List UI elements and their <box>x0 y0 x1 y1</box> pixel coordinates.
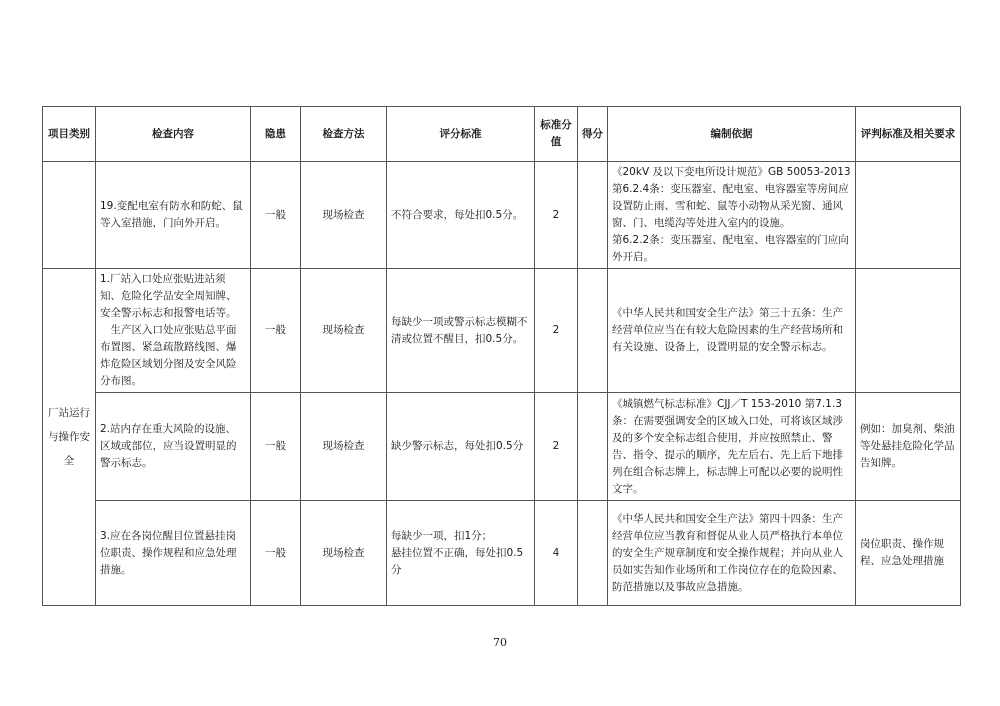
score-cell: 2 <box>535 393 578 501</box>
criteria-cell: 缺少警示标志，每处扣0.5分 <box>387 393 535 501</box>
judge-cell <box>856 162 961 269</box>
header-method: 检查方法 <box>301 107 387 162</box>
judge-cell: 岗位职责、操作规程、应急处理措施 <box>856 501 961 606</box>
score-cell: 2 <box>535 269 578 393</box>
criteria-cell: 每缺少一项或警示标志模糊不清或位置不醒目，扣0.5分。 <box>387 269 535 393</box>
hazard-cell: 一般 <box>251 393 301 501</box>
content-paragraph: 1.厂站入口处应张贴进站须知、危险化学品安全周知牌、安全警示标志和报警电话等。 <box>100 273 237 319</box>
basis-cell: 《中华人民共和国安全生产法》第三十五条：生产经营单位应当在有较大危险因素的生产经营场所和有关设施、设备上，设置明显的安全警示标志。 <box>608 269 856 393</box>
method-cell: 现场检查 <box>301 501 387 606</box>
hazard-cell: 一般 <box>251 501 301 606</box>
inspection-table <box>42 106 961 606</box>
basis-paragraph: 《20kV 及以下变电所设计规范》GB 50053-2013 第6.2.4条：变压器室、配电室、电容器室等房间应设置防止雨、雪和蛇、鼠等小动物从采光窗、通风窗、门、电缆沟等处进入室内的设施。 <box>612 166 851 229</box>
criteria-paragraph: 悬挂位置不正确，每处扣0.5分 <box>391 546 524 576</box>
content-cell: 3.应在各岗位醒目位置悬挂岗位职责、操作规程和应急处理措施。 <box>96 501 251 606</box>
table-row <box>43 393 961 501</box>
header-judge: 评判标准及相关要求 <box>856 107 961 162</box>
category-group-cell: 厂站运行与操作安全 <box>43 269 96 606</box>
judge-cell <box>856 269 961 393</box>
hazard-cell: 一般 <box>251 162 301 269</box>
method-cell: 现场检查 <box>301 162 387 269</box>
table-row <box>43 162 961 269</box>
criteria-paragraph: 每缺少一项，扣1分； <box>391 529 493 542</box>
basis-cell <box>608 162 856 269</box>
header-row <box>43 107 961 162</box>
hazard-cell: 一般 <box>251 269 301 393</box>
got-cell <box>578 393 608 501</box>
score-cell: 2 <box>535 162 578 269</box>
got-cell <box>578 162 608 269</box>
basis-paragraph: 第6.2.2条：变压器室、配电室、电容器室的门应向外开启。 <box>612 234 849 263</box>
header-content: 检查内容 <box>96 107 251 162</box>
header-basis: 编制依据 <box>608 107 856 162</box>
content-cell: 2.站内存在重大风险的设施、区域或部位，应当设置明显的警示标志。 <box>96 393 251 501</box>
category-cell <box>43 162 96 269</box>
header-criteria: 评分标准 <box>387 107 535 162</box>
table-row <box>43 269 961 393</box>
got-cell <box>578 501 608 606</box>
score-cell: 4 <box>535 501 578 606</box>
table-row <box>43 501 961 606</box>
header-got: 得分 <box>578 107 608 162</box>
page-number: 70 <box>493 636 507 649</box>
judge-cell: 例如：加臭剂、柴油等处悬挂危险化学品告知牌。 <box>856 393 961 501</box>
header-score: 标准分值 <box>535 107 578 162</box>
content-cell: 19.变配电室有防水和防蛇、鼠等入室措施，门向外开启。 <box>96 162 251 269</box>
content-cell <box>96 269 251 393</box>
method-cell: 现场检查 <box>301 393 387 501</box>
header-hazard: 隐患 <box>251 107 301 162</box>
basis-cell: 《城镇燃气标志标准》CJJ／T 153-2010 第7.1.3条：在需要强调安全的区域入口处，可将该区域涉及的多个安全标志组合使用，并应按照禁止、警告、指令、提示的顺序，先左后右、先上后下地排列在组合标志牌上，标志牌上可配以必要的说明性文字。 <box>608 393 856 501</box>
method-cell: 现场检查 <box>301 269 387 393</box>
basis-cell: 《中华人民共和国安全生产法》第四十四条：生产经营单位应当教育和督促从业人员严格执行本单位的安全生产规章制度和安全操作规程；并向从业人员如实告知作业场所和工作岗位存在的危险因素、防范措施以及事故应急措施。 <box>608 501 856 606</box>
criteria-cell: 不符合要求，每处扣0.5分。 <box>387 162 535 269</box>
header-category: 项目类别 <box>43 107 96 162</box>
content-paragraph: 生产区入口处应张贴总平面布置图、紧急疏散路线图、爆炸危险区域划分图及安全风险分布图。 <box>100 324 237 387</box>
got-cell <box>578 269 608 393</box>
criteria-cell <box>387 501 535 606</box>
